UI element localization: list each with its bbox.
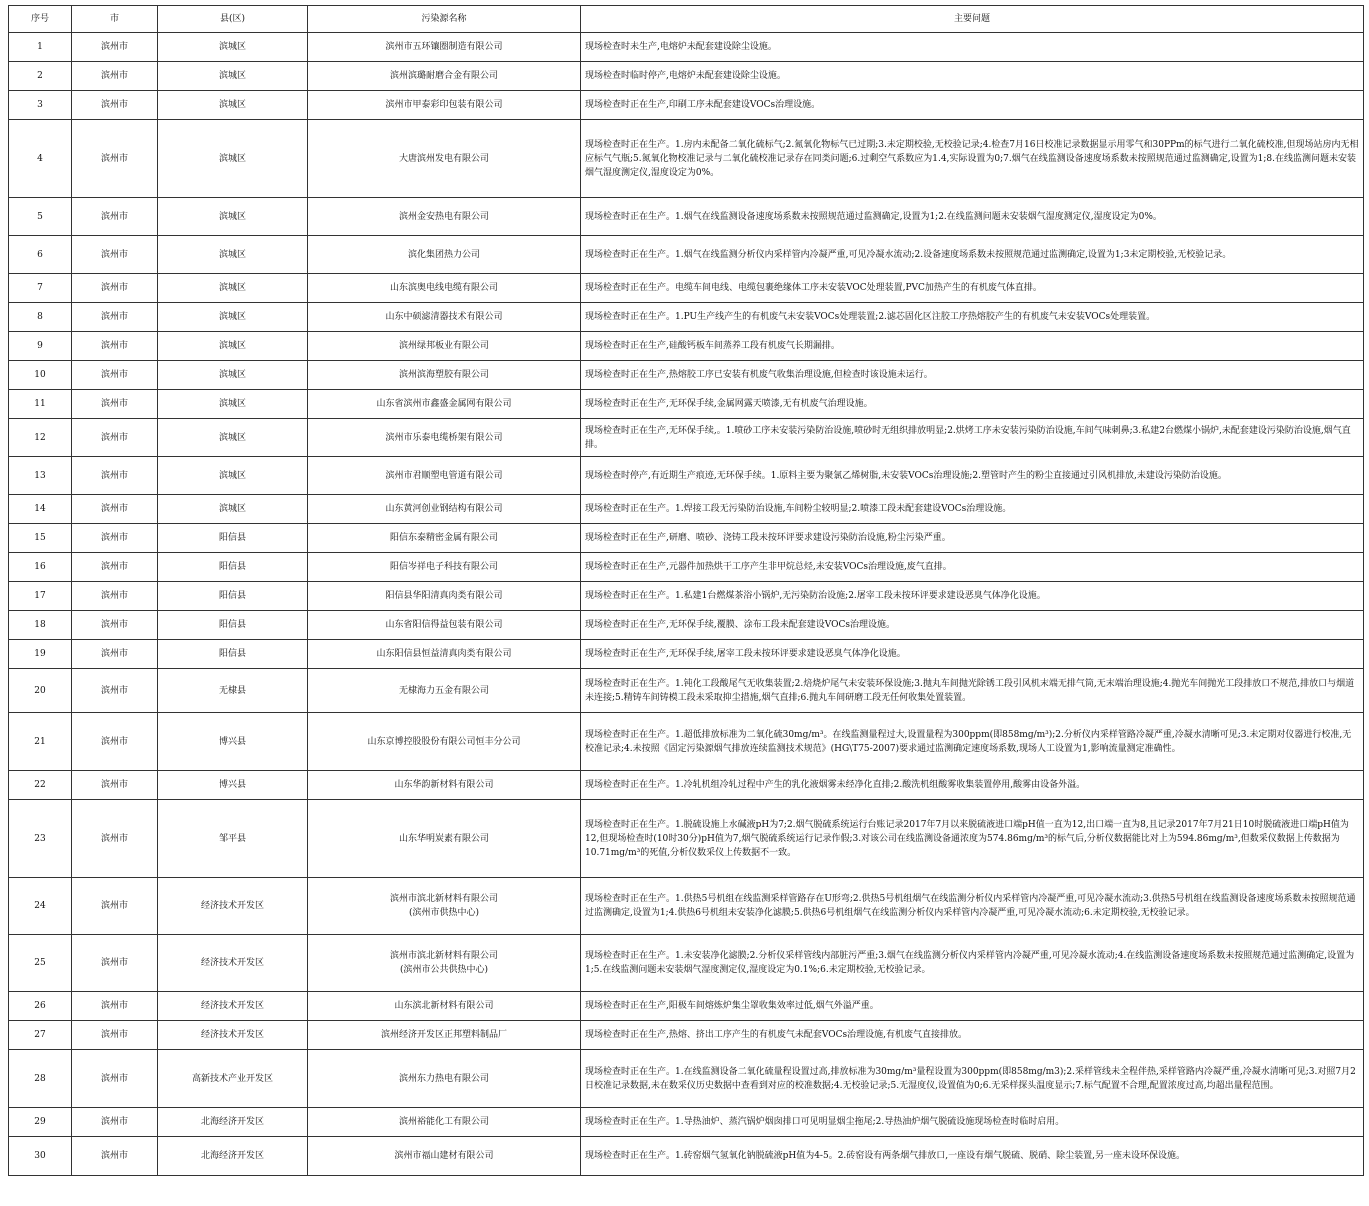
table-body [9,33,1364,1176]
cell-source-name: 滨州裕能化工有限公司 [308,1108,581,1137]
cell-county: 滨城区 [158,274,308,303]
header-city: 市 [72,6,158,33]
cell-source-name: 滨州市五环镶圈制造有限公司 [308,33,581,62]
cell-source-name: 滨州金安热电有限公司 [308,198,581,236]
cell-main-issue: 现场检查时正在生产,热熔、挤出工序产生的有机废气未配套VOCs治理设施,有机废气直接排放。 [581,1021,1364,1050]
cell-main-issue: 现场检查时正在生产,阳极车间熔炼炉集尘罩收集效率过低,烟气外溢严重。 [581,992,1364,1021]
cell-main-issue: 现场检查时正在生产,无环保手续,覆膜、涂布工段未配套建设VOCs治理设施。 [581,611,1364,640]
cell-source-name: 山东华韵新材料有限公司 [308,771,581,800]
cell-city: 滨州市 [72,992,158,1021]
cell-source-name: 山东省滨州市鑫盛金属网有限公司 [308,390,581,419]
table-row [9,332,1364,361]
cell-main-issue: 现场检查时正在生产。1.焊接工段无污染防治设施,车间粉尘较明显;2.喷漆工段未配套建设VOCs治理设施。 [581,495,1364,524]
cell-city: 滨州市 [72,303,158,332]
cell-county: 滨城区 [158,361,308,390]
cell-main-issue: 现场检查时正在生产。1.PU生产线产生的有机废气未安装VOCs处理装置;2.滤芯固化区注胶工序热熔胶产生的有机废气未安装VOCs处理装置。 [581,303,1364,332]
cell-serial-number: 10 [9,361,72,390]
cell-serial-number: 20 [9,669,72,713]
cell-county: 邹平县 [158,800,308,878]
cell-county: 博兴县 [158,713,308,771]
cell-serial-number: 11 [9,390,72,419]
cell-main-issue: 现场检查时停产,有近期生产痕迹,无环保手续。1.原料主要为聚氯乙烯树脂,未安装VOCs治理设施;2.塑管时产生的粉尘直接通过引风机排放,未建设污染防治设施。 [581,457,1364,495]
cell-city: 滨州市 [72,120,158,198]
cell-main-issue: 现场检查时正在生产,无环保手续,。1.喷砂工序未安装污染防治设施,喷砂时无组织排放明显;2.烘烤工序未安装污染防治设施,车间气味刺鼻;3.私建2台燃煤小锅炉,未配套建设污染防治设施,烟气直排。 [581,419,1364,457]
cell-source-name: 滨化集团热力公司 [308,236,581,274]
cell-city: 滨州市 [72,669,158,713]
table-row [9,1137,1364,1176]
table-row [9,1108,1364,1137]
cell-serial-number: 18 [9,611,72,640]
table-row [9,582,1364,611]
cell-serial-number: 12 [9,419,72,457]
cell-main-issue: 现场检查时正在生产,研磨、喷砂、浇铸工段未按环评要求建设污染防治设施,粉尘污染严重。 [581,524,1364,553]
cell-county: 滨城区 [158,495,308,524]
table-row [9,1021,1364,1050]
table-row [9,640,1364,669]
cell-serial-number: 7 [9,274,72,303]
cell-county: 滨城区 [158,303,308,332]
cell-serial-number: 5 [9,198,72,236]
cell-county: 滨城区 [158,62,308,91]
cell-city: 滨州市 [72,1137,158,1176]
cell-serial-number: 30 [9,1137,72,1176]
cell-city: 滨州市 [72,33,158,62]
cell-serial-number: 2 [9,62,72,91]
cell-source-name: 山东黄河创业钢结构有限公司 [308,495,581,524]
cell-main-issue: 现场检查时正在生产。1.冷轧机组冷轧过程中产生的乳化液烟雾未经净化直排;2.酸洗机组酸雾收集装置停用,酸雾由设备外溢。 [581,771,1364,800]
cell-main-issue: 现场检查时正在生产。1.私建1台燃煤茶浴小锅炉,无污染防治设施;2.屠宰工段未按环评要求建设恶臭气体净化设施。 [581,582,1364,611]
cell-source-name: 滨州东力热电有限公司 [308,1050,581,1108]
cell-city: 滨州市 [72,1050,158,1108]
cell-main-issue: 现场检查时正在生产。1.钝化工段酸尾气无收集装置;2.焙烧炉尾气未安装环保设施;3.抛丸车间抛光除锈工段引风机末端无排气筒,无末端治理设施;4.抛光车间抛光工段排放口不规范,排放口与烟道未连接;5.精铸车间铸模工段未采取抑尘措施,烟气直排;6.抛丸车间研磨工段无任何收集处置装置。 [581,669,1364,713]
table-row [9,33,1364,62]
cell-city: 滨州市 [72,236,158,274]
cell-main-issue: 现场检查时正在生产。1.房内未配备二氧化硫标气;2.氮氧化物标气已过期;3.未定期校验,无校验记录;4.检查7月16日校准记录数据显示用零气和30PPm的标气进行二氧化硫校准,但现场站房内无相应标气气瓶;5.氮氧化物校准记录与二氧化硫校准记录存在同类问题;6.过剩空气系数应为1.4,实际设置为0;7.烟气在线监测设备速度场系数未按照规范通过监测确定,设置为1;8.在线监测问题未安装烟气湿度测定仪,湿度设定为0%。 [581,120,1364,198]
cell-county: 滨城区 [158,390,308,419]
cell-city: 滨州市 [72,332,158,361]
cell-serial-number: 19 [9,640,72,669]
table-row [9,524,1364,553]
cell-county: 高新技术产业开发区 [158,1050,308,1108]
cell-main-issue: 现场检查时正在生产。1.砖窑烟气氢氧化钠脱硫液pH值为4-5。2.砖窑设有两条烟气排放口,一座设有烟气脱硫、脱硝、除尘装置,另一座未设环保设施。 [581,1137,1364,1176]
cell-city: 滨州市 [72,1021,158,1050]
table-row [9,91,1364,120]
cell-county: 阳信县 [158,582,308,611]
header-source-name: 污染源名称 [308,6,581,33]
cell-serial-number: 3 [9,91,72,120]
cell-serial-number: 9 [9,332,72,361]
cell-source-name: 无棣海力五金有限公司 [308,669,581,713]
table-row [9,495,1364,524]
cell-county: 北海经济开发区 [158,1137,308,1176]
cell-main-issue: 现场检查时正在生产。1.烟气在线监测分析仪内采样管内冷凝严重,可见冷凝水流动;2.设备速度场系数未按照规范通过监测确定,设置为1;3未定期校验,无校验记录。 [581,236,1364,274]
table-row [9,992,1364,1021]
pollution-source-table [8,5,1364,1176]
cell-source-name: 滨州滨璐耐磨合金有限公司 [308,62,581,91]
cell-county: 滨城区 [158,91,308,120]
cell-main-issue: 现场检查时正在生产。1.超低排放标准为二氧化硫30mg/m³。在线监测量程过大,设置量程为300ppm(即858mg/m³);2.分析仪内采样管路冷凝严重,冷凝水清晰可见;3.未定期对仪器进行校准,无校准记录;4.未按照《固定污染源烟气排放连续监测技术规范》(HG\T75-2007)要求通过监测确定速度场系数,现场人工设置为1,影响流量测定准确性。 [581,713,1364,771]
cell-city: 滨州市 [72,198,158,236]
cell-serial-number: 28 [9,1050,72,1108]
cell-source-name: 滨州滨海塑胶有限公司 [308,361,581,390]
cell-serial-number: 23 [9,800,72,878]
cell-serial-number: 6 [9,236,72,274]
table-row [9,120,1364,198]
table-row [9,236,1364,274]
cell-main-issue: 现场检查时正在生产,印刷工序未配套建设VOCs治理设施。 [581,91,1364,120]
cell-serial-number: 25 [9,935,72,992]
cell-county: 阳信县 [158,640,308,669]
table-row [9,771,1364,800]
cell-county: 滨城区 [158,33,308,62]
cell-county: 经济技术开发区 [158,992,308,1021]
cell-serial-number: 27 [9,1021,72,1050]
cell-city: 滨州市 [72,611,158,640]
cell-city: 滨州市 [72,457,158,495]
cell-source-name: 滨州绿邦板业有限公司 [308,332,581,361]
cell-city: 滨州市 [72,524,158,553]
cell-source-name: 滨州市福山建材有限公司 [308,1137,581,1176]
table-row [9,611,1364,640]
cell-serial-number: 29 [9,1108,72,1137]
cell-city: 滨州市 [72,800,158,878]
table-row [9,669,1364,713]
cell-source-name: 阳信岑祥电子科技有限公司 [308,553,581,582]
cell-serial-number: 17 [9,582,72,611]
cell-city: 滨州市 [72,582,158,611]
cell-main-issue: 现场检查时正在生产。电缆车间电线、电缆包裹绝缘体工序未安装VOC处理装置,PVC加热产生的有机废气体直排。 [581,274,1364,303]
cell-serial-number: 16 [9,553,72,582]
cell-source-name: 大唐滨州发电有限公司 [308,120,581,198]
cell-main-issue: 现场检查时临时停产,电熔炉未配套建设除尘设施。 [581,62,1364,91]
cell-serial-number: 22 [9,771,72,800]
cell-county: 滨城区 [158,236,308,274]
table-row [9,303,1364,332]
table-row [9,553,1364,582]
cell-main-issue: 现场检查时正在生产。1.脱硫设施上水碱液pH为7;2.烟气脱硫系统运行台账记录2017年7月以来脱硫液进口端pH值一直为12,出口端一直为8,且记录2017年7月21日10时脱硫液进口端pH值为12,但现场检查时(10时30分)pH值为7,烟气脱硫系统运行记录作假;3.对该公司在线监测设备通浓度为574.86mg/m³的标气后,分析仪数据能比对上为594.86mg/m³,但数采仪数据上传数据为10.71mg/m³的死值,分析仪数采仪上传数据不一致。 [581,800,1364,878]
cell-city: 滨州市 [72,713,158,771]
cell-serial-number: 8 [9,303,72,332]
cell-main-issue: 现场检查时正在生产。1.供热5号机组在线监测采样管路存在U形弯;2.供热5号机组烟气在线监测分析仪内采样管内冷凝严重,可见冷凝水流动;3.供热5号机组在线监测设备速度场系数未按照规范通过监测确定,设置为1;4.供热6号机组未安装净化滤膜;5.供热6号机组烟气在线监测分析仪内采样管内冷凝严重,可见冷凝水流动;6.未定期校验,无校验记录。 [581,878,1364,935]
cell-city: 滨州市 [72,771,158,800]
cell-county: 滨城区 [158,419,308,457]
cell-source-name: 阳信县华阳清真肉类有限公司 [308,582,581,611]
cell-source-name: 山东滨北新材料有限公司 [308,992,581,1021]
table-row [9,198,1364,236]
cell-city: 滨州市 [72,91,158,120]
table-row [9,274,1364,303]
cell-source-name: 滨州市乐泰电缆桥架有限公司 [308,419,581,457]
cell-county: 博兴县 [158,771,308,800]
table-row [9,390,1364,419]
cell-main-issue: 现场检查时正在生产,热熔胶工序已安装有机废气收集治理设施,但检查时该设施未运行。 [581,361,1364,390]
cell-city: 滨州市 [72,935,158,992]
cell-source-name: 山东滨奥电线电缆有限公司 [308,274,581,303]
cell-main-issue: 现场检查时正在生产,无环保手续,金属网露天喷漆,无有机废气治理设施。 [581,390,1364,419]
cell-main-issue: 现场检查时正在生产。1.导热油炉、蒸汽锅炉烟囱排口可见明显烟尘拖尾;2.导热油炉烟气脱硫设施现场检查时临时启用。 [581,1108,1364,1137]
cell-serial-number: 24 [9,878,72,935]
cell-county: 滨城区 [158,120,308,198]
table-row [9,62,1364,91]
cell-source-name: 山东阳信县恒益清真肉类有限公司 [308,640,581,669]
cell-source-name: 滨州市君顺塑电管道有限公司 [308,457,581,495]
cell-county: 阳信县 [158,611,308,640]
cell-city: 滨州市 [72,1108,158,1137]
cell-main-issue: 现场检查时正在生产,元器件加热烘干工序产生非甲烷总烃,未安装VOCs治理设施,废气直排。 [581,553,1364,582]
cell-county: 阳信县 [158,553,308,582]
cell-source-name: 山东京博控股股份有限公司恒丰分公司 [308,713,581,771]
cell-city: 滨州市 [72,390,158,419]
header-main-issue: 主要问题 [581,6,1364,33]
cell-main-issue: 现场检查时未生产,电熔炉未配套建设除尘设施。 [581,33,1364,62]
table-header-row [9,6,1364,33]
header-county: 县(区) [158,6,308,33]
cell-county: 滨城区 [158,332,308,361]
table-row [9,878,1364,935]
cell-city: 滨州市 [72,553,158,582]
cell-source-name: 滨州市滨北新材料有限公司 (滨州市公共供热中心) [308,935,581,992]
cell-serial-number: 1 [9,33,72,62]
cell-source-name: 滨州市甲泰彩印包装有限公司 [308,91,581,120]
cell-serial-number: 21 [9,713,72,771]
cell-source-name: 阳信东泰精密金属有限公司 [308,524,581,553]
cell-county: 滨城区 [158,457,308,495]
cell-main-issue: 现场检查时正在生产,无环保手续,屠宰工段未按环评要求建设恶臭气体净化设施。 [581,640,1364,669]
table-row [9,419,1364,457]
cell-county: 北海经济开发区 [158,1108,308,1137]
cell-county: 经济技术开发区 [158,1021,308,1050]
cell-city: 滨州市 [72,274,158,303]
table-row [9,935,1364,992]
cell-serial-number: 14 [9,495,72,524]
table-row [9,361,1364,390]
cell-serial-number: 13 [9,457,72,495]
cell-city: 滨州市 [72,419,158,457]
table-row [9,713,1364,771]
cell-main-issue: 现场检查时正在生产。1.烟气在线监测设备速度场系数未按照规范通过监测确定,设置为1;2.在线监测问题未安装烟气湿度测定仪,湿度设定为0%。 [581,198,1364,236]
cell-county: 经济技术开发区 [158,935,308,992]
cell-city: 滨州市 [72,878,158,935]
cell-county: 阳信县 [158,524,308,553]
header-serial-number: 序号 [9,6,72,33]
cell-county: 滨城区 [158,198,308,236]
cell-county: 经济技术开发区 [158,878,308,935]
cell-city: 滨州市 [72,361,158,390]
table-row [9,800,1364,878]
cell-serial-number: 15 [9,524,72,553]
cell-main-issue: 现场检查时正在生产。1.在线监测设备二氧化硫量程设置过高,排放标准为30mg/m³量程设置为300ppm(即858mg/m3);2.采样管线未全程伴热,采样管路内冷凝严重,冷凝水清晰可见;3.对照7月2日校准记录数据,未在数采仪历史数据中查看到对应的校准数据;4.无校验记录;5.无湿度仪,设置值为0;6.无采样探头温度显示;7.标气配置不合理,配置浓度过高,均超出量程范围。 [581,1050,1364,1108]
cell-city: 滨州市 [72,640,158,669]
cell-city: 滨州市 [72,495,158,524]
cell-serial-number: 4 [9,120,72,198]
cell-source-name: 山东省阳信得益包装有限公司 [308,611,581,640]
cell-city: 滨州市 [72,62,158,91]
cell-main-issue: 现场检查时正在生产。1.未安装净化滤膜;2.分析仪采样管线内部脏污严重;3.烟气在线监测分析仪内采样管内冷凝严重,可见冷凝水流动;4.在线监测设备速度场系数未按照规范通过监测确定,设置为1;5.在线监测问题未安装烟气湿度测定仪,湿度设定为0.1%;6.未定期校验,无校验记录。 [581,935,1364,992]
table-row [9,1050,1364,1108]
cell-source-name: 滨州市滨北新材料有限公司 (滨州市供热中心) [308,878,581,935]
cell-source-name: 山东中硕滤清器技术有限公司 [308,303,581,332]
cell-serial-number: 26 [9,992,72,1021]
cell-main-issue: 现场检查时正在生产,硅酸钙板车间蒸养工段有机废气长期漏排。 [581,332,1364,361]
cell-county: 无棣县 [158,669,308,713]
cell-source-name: 滨州经济开发区正邦塑料制品厂 [308,1021,581,1050]
table-row [9,457,1364,495]
cell-source-name: 山东华明炭素有限公司 [308,800,581,878]
